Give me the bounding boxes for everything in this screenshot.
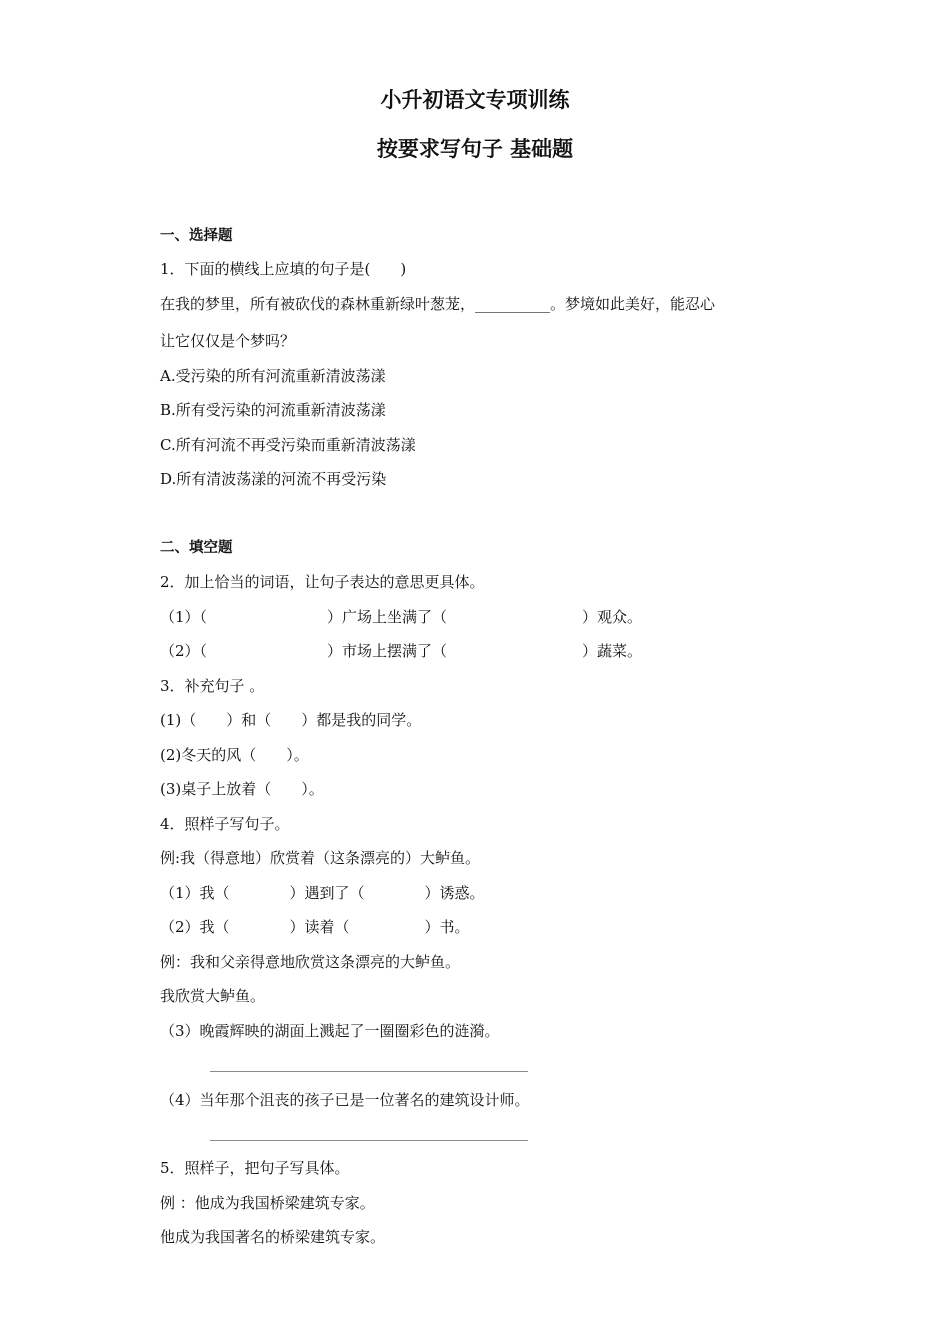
question-1-text: 在我的梦里，所有被砍伐的森林重新绿叶葱茏，__________。梦境如此美好，能忍心 bbox=[160, 295, 716, 313]
question-3-item-1: (1)（ ）和（ ）都是我的同学。 bbox=[160, 711, 422, 729]
document-subtitle: 按要求写句子 基础题 bbox=[376, 137, 574, 161]
question-5-stem: 5．照样子，把句子写具体。 bbox=[160, 1159, 350, 1177]
question-1-stem: 1．下面的横线上应填的句子是( ) bbox=[160, 260, 407, 278]
question-4-item-4: （4）当年那个沮丧的孩子已是一位著名的建筑设计师。 bbox=[160, 1091, 530, 1109]
question-3-stem: 3．补充句子 。 bbox=[160, 677, 265, 695]
question-4-item-3: （3）晚霞辉映的湖面上溅起了一圈圈彩色的涟漪。 bbox=[160, 1022, 500, 1040]
option-b: B.所有受污染的河流重新清波荡漾 bbox=[160, 401, 386, 419]
question-4-example-1: 例:我（得意地）欣赏着（这条漂亮的）大鲈鱼。 bbox=[160, 849, 481, 867]
question-3-item-2: (2)冬天的风（ ）。 bbox=[160, 746, 309, 764]
section-heading-choice: 一、选择题 bbox=[160, 228, 233, 244]
question-4-item-2: （2）我（ ）读着（ ）书。 bbox=[160, 918, 470, 936]
option-c: C.所有河流不再受污染而重新清波荡漾 bbox=[160, 436, 416, 454]
question-5-example: 例 ：他成为我国桥梁建筑专家。 bbox=[160, 1194, 375, 1212]
answer-line-4 bbox=[210, 1140, 528, 1141]
question-1-text-cont: 让它仅仅是个梦吗？ bbox=[160, 332, 296, 350]
question-2-item-2: （2）（ ）市场上摆满了（ ）蔬菜。 bbox=[160, 642, 643, 660]
option-a: A.受污染的所有河流重新清波荡漾 bbox=[160, 367, 386, 385]
question-5-example-cont: 他成为我国著名的桥梁建筑专家。 bbox=[160, 1228, 386, 1246]
option-d: D.所有清波荡漾的河流不再受污染 bbox=[160, 470, 387, 488]
question-4-item-1: （1）我（ ）遇到了（ ）诱惑。 bbox=[160, 884, 485, 902]
question-3-item-3: (3)桌子上放着（ ）。 bbox=[160, 780, 324, 798]
question-2-item-1: （1）（ ）广场上坐满了（ ）观众。 bbox=[160, 608, 643, 626]
question-2-stem: 2．加上恰当的词语，让句子表达的意思更具体。 bbox=[160, 573, 485, 591]
document-title: 小升初语文专项训练 bbox=[380, 88, 570, 112]
answer-line-3 bbox=[210, 1071, 528, 1072]
question-4-example-2-cont: 我欣赏大鲈鱼。 bbox=[160, 987, 266, 1005]
section-heading-fill: 二、填空题 bbox=[160, 540, 233, 556]
question-4-example-2: 例：我和父亲得意地欣赏这条漂亮的大鲈鱼。 bbox=[160, 953, 461, 971]
question-4-stem: 4．照样子写句子。 bbox=[160, 815, 290, 833]
